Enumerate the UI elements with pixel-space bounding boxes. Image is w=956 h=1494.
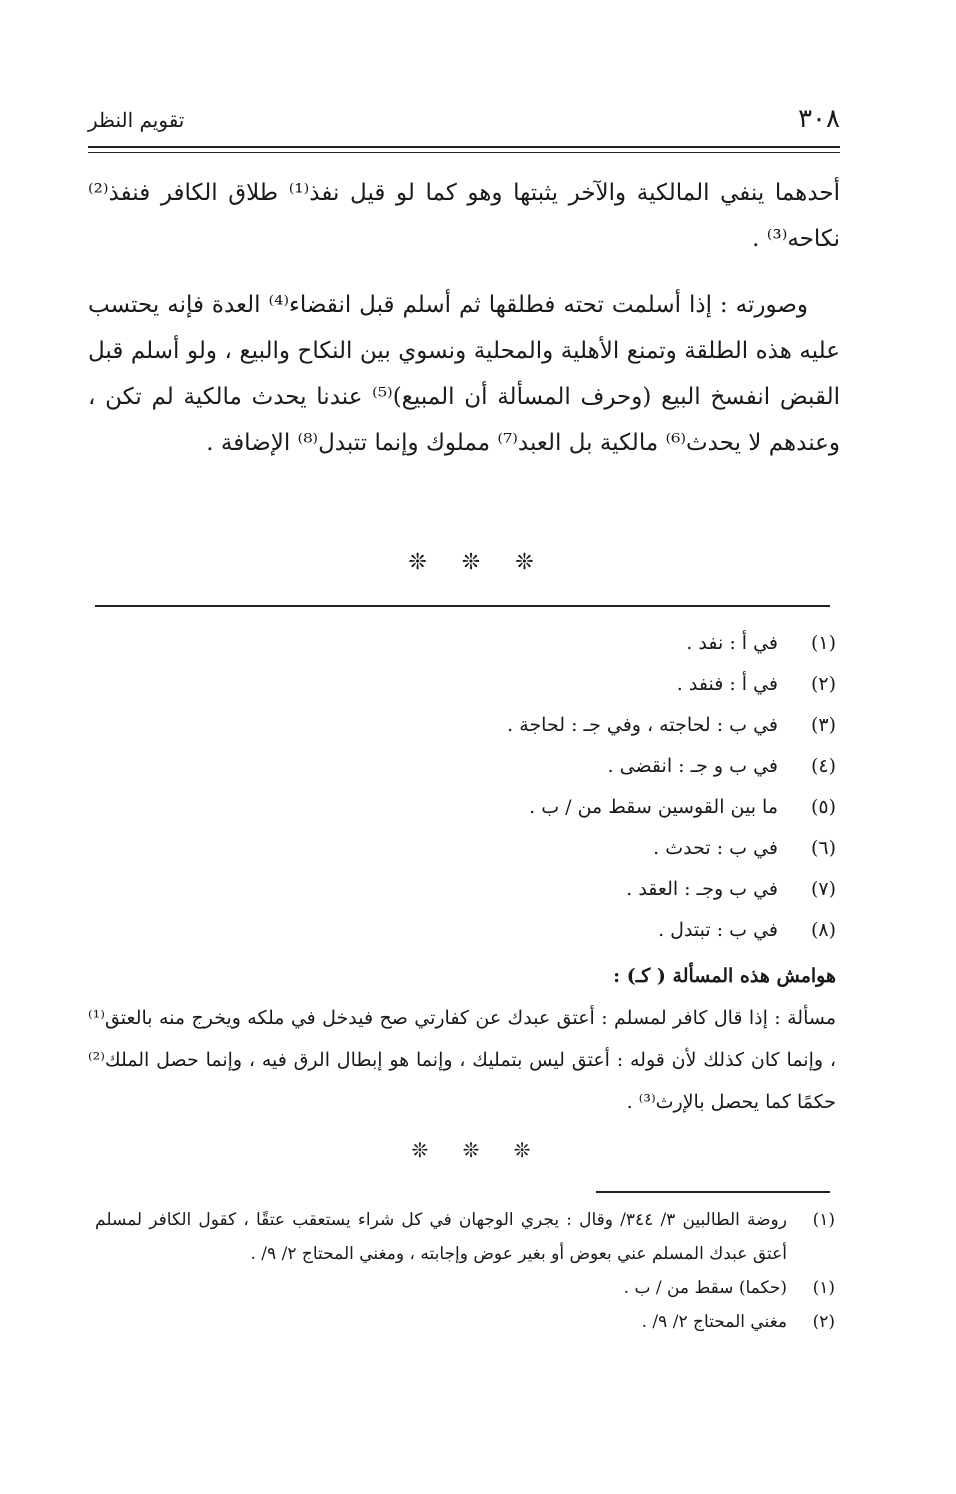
note-text: في أ : نفد . <box>686 631 778 654</box>
footnote-rule-short <box>596 1191 830 1193</box>
variant-note <box>88 663 836 704</box>
note-number: (٤) <box>810 754 836 777</box>
footnote-text: (حكما) سقط من / ب . <box>623 1278 787 1298</box>
footnote <box>95 1305 835 1339</box>
note-text: في ب : لحاجته ، وفي جـ : لحاجة . <box>507 713 778 736</box>
section-separator-stars: ❊ ❊ ❊ <box>408 550 548 575</box>
note-number: (٦) <box>810 836 836 859</box>
note-number: (٥) <box>810 795 836 818</box>
variant-note <box>88 622 836 663</box>
note-text: في ب وجـ : العقد . <box>626 877 778 900</box>
variant-note <box>88 909 836 950</box>
paragraph: وصورته : إذا أسلمت تحته فطلقها ثم أسلم قبل انقضاء⁽⁴⁾ العدة فإنه يحتسب عليه هذه الطلقة وتمنع الأهلية والمحلية ونسوي بين النكاح والبيع ، ولو أسلم قبل القبض انفسخ البيع (وحرف المسألة أن المبيع)⁽⁵⁾ عندنا يحدث مالكية لم تكن ، وعندهم لا يحدث⁽⁶⁾ مالكية بل العبد⁽⁷⁾ مملوك وإنما تتبدل⁽⁸⁾ الإضافة . <box>88 292 840 456</box>
header-rule-thick <box>88 146 840 148</box>
note-number: (٣) <box>810 713 836 736</box>
main-text <box>88 170 840 466</box>
variant-note <box>88 868 836 909</box>
variant-note <box>88 786 836 827</box>
footnote-text: مغني المحتاج ٢/ ٩/ . <box>641 1312 787 1332</box>
variant-note <box>88 827 836 868</box>
note-text: في ب و جـ : انقضى . <box>607 754 778 777</box>
paragraph: أحدهما ينفي المالكية والآخر يثبتها وهو كما لو قيل نفذ⁽¹⁾ طلاق الكافر فنفذ⁽²⁾ نكاحه⁽³⁾ . <box>88 180 840 252</box>
footnote-number: (٢) <box>812 1312 835 1332</box>
note-number: (٧) <box>810 877 836 900</box>
header-rule-thin <box>88 152 840 153</box>
footnote-number: (١) <box>812 1210 835 1230</box>
note-number: (٨) <box>810 918 836 941</box>
note-text: ما بين القوسين سقط من / ب . <box>529 795 778 818</box>
book-title: تقويم النظر <box>88 108 185 132</box>
hawamish-section <box>88 955 836 1123</box>
variant-note <box>88 704 836 745</box>
footnotes <box>95 1203 835 1339</box>
footnote-rule <box>95 605 830 607</box>
note-number: (٢) <box>810 672 836 695</box>
running-header <box>88 104 840 144</box>
note-text: في أ : فنفد . <box>676 672 778 695</box>
variant-note <box>88 745 836 786</box>
footnote <box>95 1203 835 1271</box>
note-text: في ب : تحدث . <box>653 836 778 859</box>
page-number: ٣٠٨ <box>798 104 840 134</box>
section-separator-stars: ❊ ❊ ❊ <box>411 1138 545 1162</box>
footnote <box>95 1271 835 1305</box>
footnote-number: (١) <box>812 1278 835 1298</box>
footnote-text: روضة الطالبين ٣/ ٣٤٤/ وقال : يجري الوجهان في كل شراء يستعقب عتقًا ، كقول الكافر لمسلم أعتق عبدك المسلم عني بعوض أو بغير عوض وإجابته ، ومغني المحتاج ٢/ ٩/ . <box>95 1210 787 1264</box>
hawamish-text: مسألة : إذا قال كافر لمسلم : أعتق عبدك عن كفارتي صح فيدخل في ملكه ويخرج منه بالعتق⁽¹⁾ ، وإنما كان كذلك لأن قوله : أعتق ليس بتمليك ، وإنما هو إبطال الرق فيه ، وإنما حصل الملك⁽²⁾ حكمًا كما يحصل بالإرث⁽³⁾ . <box>88 1007 836 1113</box>
note-text: في ب : تبتدل . <box>658 918 778 941</box>
note-number: (١) <box>810 631 836 654</box>
hawamish-title: هوامش هذه المسألة ( كـ) : <box>613 965 836 987</box>
variant-notes <box>88 622 836 950</box>
